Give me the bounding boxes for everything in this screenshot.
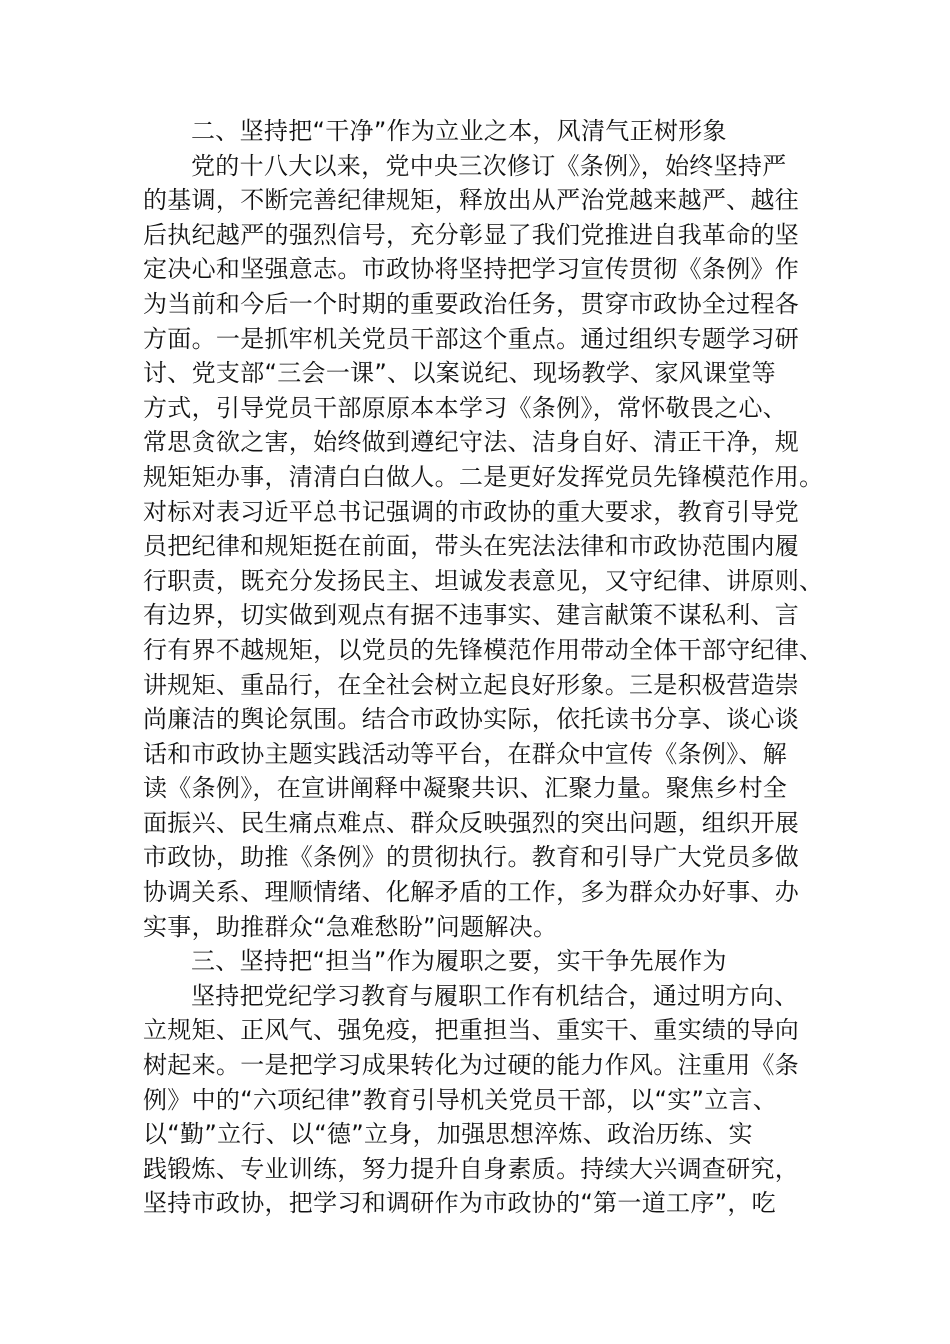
text-line: 读《条例》，在宣讲阐释中凝聚共识、汇聚力量。聚焦乡村全 xyxy=(143,774,788,803)
text-line: 践锻炼、专业训练，努力提升自身素质。持续大兴调查研究， xyxy=(143,1154,800,1183)
text-line: 例》中的“六项纪律”教育引导机关党员干部，以“实”立言、 xyxy=(143,1085,778,1114)
text-line: 讨、党支部“三会一课”、以案说纪、现场教学、家风课堂等 xyxy=(143,359,776,388)
text-line: 规矩矩办事，清清白白做人。二是更好发挥党员先锋模范作用。 xyxy=(143,462,824,491)
paragraph-first-line: 坚持把党纪学习教育与履职工作有机结合，通过明方向、 xyxy=(191,981,799,1010)
text-line: 行职责，既充分发扬民主、坦诚发表意见，又守纪律、讲原则、 xyxy=(143,566,824,595)
text-line: 坚持市政协，把学习和调研作为市政协的“第一道工序”，吃 xyxy=(143,1189,776,1218)
text-line: 协调关系、理顺情绪、化解矛盾的工作，多为群众办好事、办 xyxy=(143,878,800,907)
text-line: 方面。一是抓牢机关党员干部这个重点。通过组织专题学习研 xyxy=(143,324,800,353)
paragraph-first-line: 二、坚持把“干净”作为立业之本，风清气正树形象 xyxy=(191,117,727,145)
text-line: 实事，助推群众“急难愁盼”问题解决。 xyxy=(143,912,558,941)
text-line: 员把纪律和规矩挺在前面，带头在宪法法律和市政协范围内履 xyxy=(143,532,800,561)
text-line: 后执纪越严的强烈信号，充分彰显了我们党推进自我革命的坚 xyxy=(143,220,800,249)
text-line: 以“勤”立行、以“德”立身，加强思想淬炼、政治历练、实 xyxy=(143,1120,753,1149)
text-line: 方式，引导党员干部原原本本学习《条例》，常怀敬畏之心、 xyxy=(143,393,788,422)
text-line: 常思贪欲之害，始终做到遵纪守法、洁身自好、清正干净，规 xyxy=(143,428,800,457)
paragraph-first-line: 党的十八大以来，党中央三次修订《条例》，始终坚持严 xyxy=(191,151,787,180)
text-line: 尚廉洁的舆论氛围。结合市政协实际，依托读书分享、谈心谈 xyxy=(143,705,800,734)
text-line: 树起来。一是把学习成果转化为过硬的能力作风。注重用《条 xyxy=(143,1051,800,1080)
text-line: 为当前和今后一个时期的重要政治任务，贯穿市政协全过程各 xyxy=(143,289,800,318)
text-line: 行有界不越规矩，以党员的先锋模范作用带动全体干部守纪律、 xyxy=(143,635,824,664)
text-line: 讲规矩、重品行，在全社会树立起良好形象。三是积极营造崇 xyxy=(143,670,800,699)
document-body xyxy=(143,114,829,1221)
text-line: 面振兴、民生痛点难点、群众反映强烈的突出问题，组织开展 xyxy=(143,808,800,837)
text-line: 话和市政协主题实践活动等平台，在群众中宣传《条例》、解 xyxy=(143,739,788,768)
text-line: 定决心和坚强意志。市政协将坚持把学习宣传贯彻《条例》作 xyxy=(143,255,800,284)
text-line: 的基调，不断完善纪律规矩，释放出从严治党越来越严、越往 xyxy=(143,186,800,215)
paragraph-first-line: 三、坚持把“担当”作为履职之要，实干争先展作为 xyxy=(191,947,727,976)
text-line: 市政协，助推《条例》的贯彻执行。教育和引导广大党员多做 xyxy=(143,843,800,872)
text-line: 有边界，切实做到观点有据不违事实、建言献策不谋私利、言 xyxy=(143,601,800,630)
text-line: 立规矩、正风气、强免疫，把重担当、重实干、重实绩的导向 xyxy=(143,1016,800,1045)
text-line: 对标对表习近平总书记强调的市政协的重大要求，教育引导党 xyxy=(143,497,800,526)
